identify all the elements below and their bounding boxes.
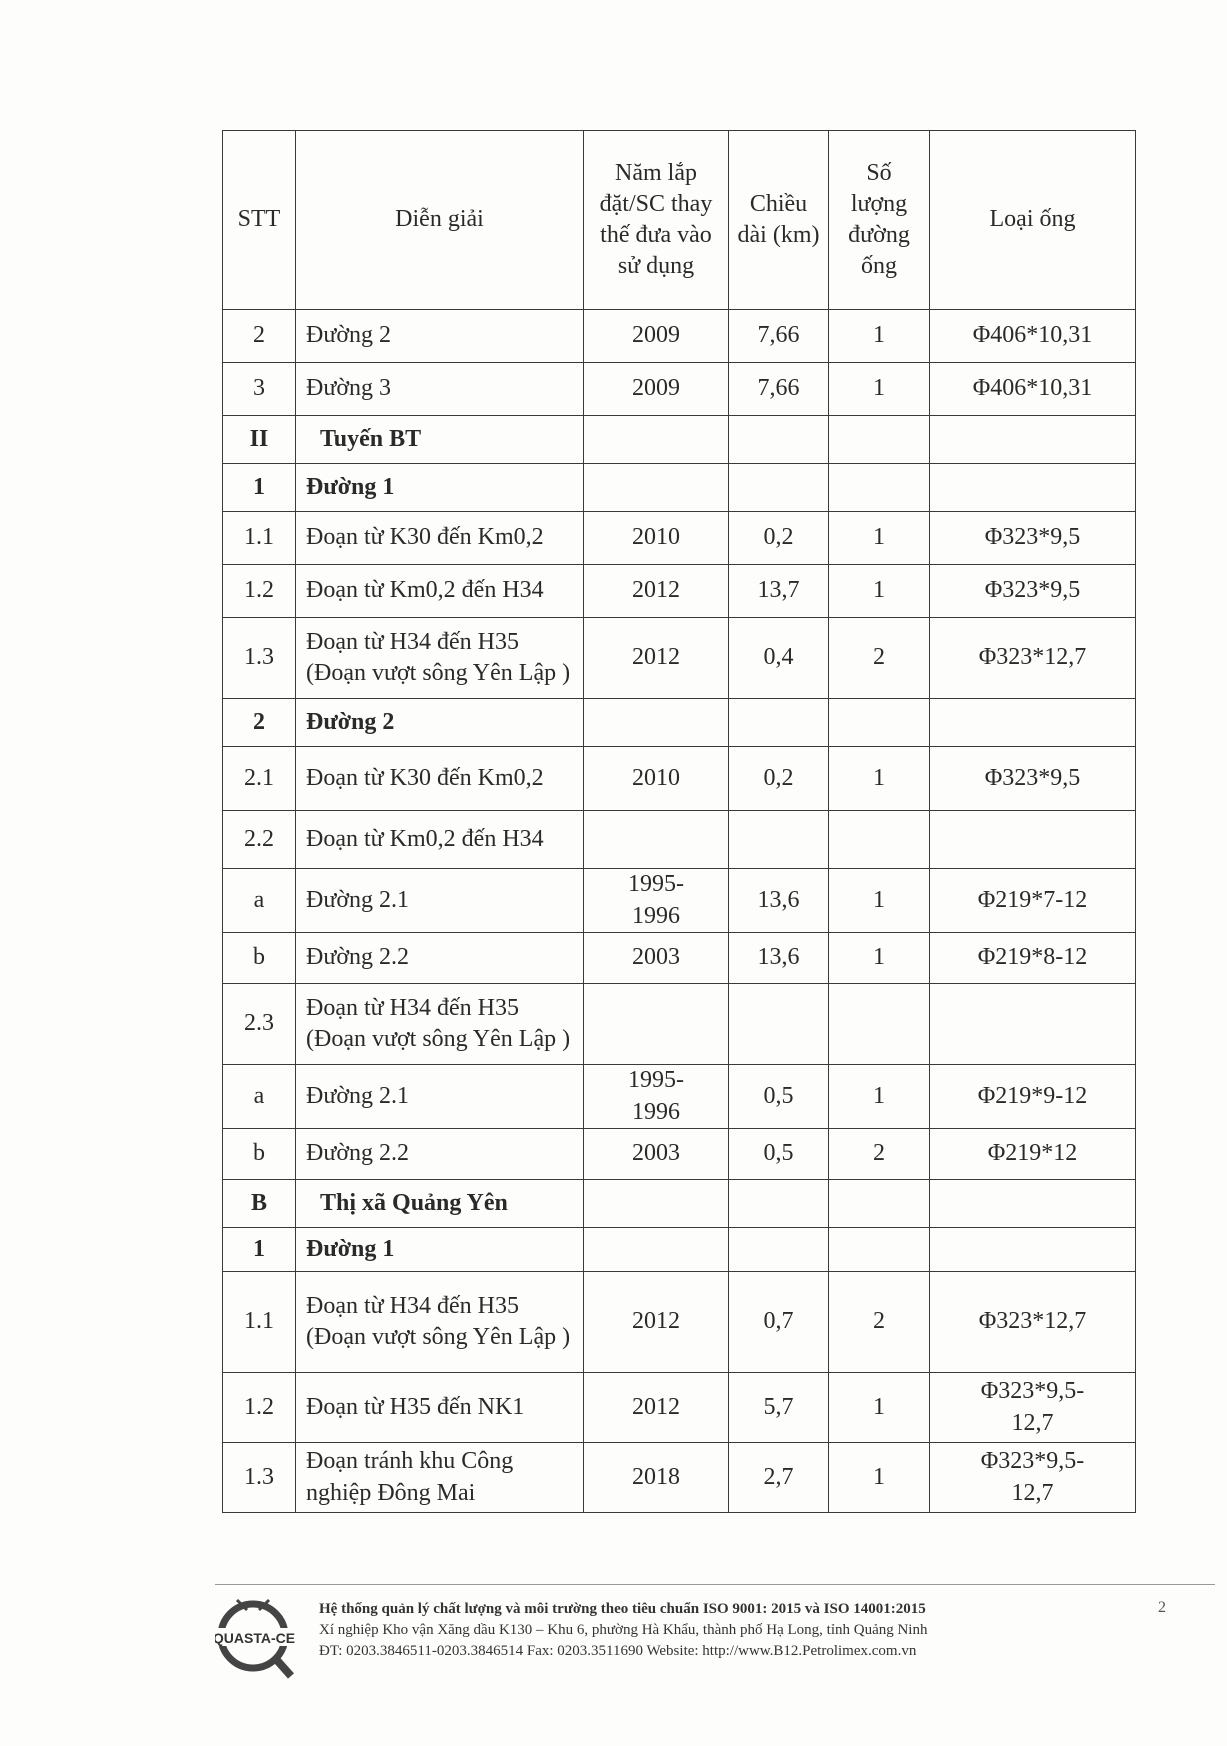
- cell-length: 2,7: [729, 1443, 829, 1513]
- footer-text: [319, 1599, 927, 1662]
- quasta-logo: [215, 1592, 295, 1680]
- cell-year: 2012: [584, 1272, 729, 1373]
- cell-pipe-type: Φ406*10,31: [930, 310, 1136, 363]
- pipeline-table: [222, 130, 1136, 1513]
- cell-year: 2012: [584, 618, 729, 699]
- footer-iso-line: Hệ thống quản lý chất lượng và môi trường theo tiêu chuẩn ISO 9001: 2015 và ISO 14001:2015: [319, 1601, 926, 1617]
- cell-length: 0,4: [729, 618, 829, 699]
- cell-description: Thị xã Quảng Yên: [296, 1180, 584, 1228]
- cell-length: 7,66: [729, 310, 829, 363]
- cell-pipe-type: [930, 1180, 1136, 1228]
- cell-pipe-type: [930, 984, 1136, 1065]
- cell-length: 13,6: [729, 933, 829, 984]
- cell-stt: 1.3: [223, 1443, 296, 1513]
- table-row: [223, 310, 1136, 363]
- cell-pipe-type: [930, 699, 1136, 747]
- cell-count: 1: [829, 310, 930, 363]
- header-pipe-type: Loại ống: [930, 131, 1136, 310]
- cell-year: 2009: [584, 310, 729, 363]
- cell-stt: 1: [223, 464, 296, 512]
- cell-description: Đoạn từ H35 đến NK1: [296, 1373, 584, 1443]
- cell-count: [829, 1180, 930, 1228]
- cell-description: Đoạn từ Km0,2 đến H34: [296, 565, 584, 618]
- table-row: [223, 1065, 1136, 1129]
- cell-stt: 1.1: [223, 512, 296, 565]
- cell-year: 1995-1996: [584, 869, 729, 933]
- cell-year: 2003: [584, 1129, 729, 1180]
- table-row: [223, 869, 1136, 933]
- cell-length: 0,2: [729, 512, 829, 565]
- cell-count: [829, 464, 930, 512]
- cell-pipe-type: Φ323*9,5: [930, 747, 1136, 811]
- table-row: [223, 363, 1136, 416]
- cell-description: Đường 2: [296, 699, 584, 747]
- cell-pipe-type: Φ219*8-12: [930, 933, 1136, 984]
- cell-description: Đường 1: [296, 1228, 584, 1272]
- cell-stt: b: [223, 933, 296, 984]
- cell-length: 13,7: [729, 565, 829, 618]
- cell-year: [584, 416, 729, 464]
- table-row: [223, 747, 1136, 811]
- table-body: [223, 310, 1136, 1513]
- cell-pipe-type: [930, 416, 1136, 464]
- cell-pipe-type: [930, 811, 1136, 869]
- cell-count: 1: [829, 512, 930, 565]
- cell-year: [584, 464, 729, 512]
- cell-description: Đường 2.1: [296, 869, 584, 933]
- page-footer: [215, 1584, 1215, 1694]
- cell-count: 1: [829, 869, 930, 933]
- cell-length: 0,7: [729, 1272, 829, 1373]
- cell-count: 1: [829, 1065, 930, 1129]
- table-row: [223, 464, 1136, 512]
- cell-year: [584, 811, 729, 869]
- table-row: [223, 1272, 1136, 1373]
- cell-length: 13,6: [729, 869, 829, 933]
- cell-description: Đoạn từ K30 đến Km0,2: [296, 512, 584, 565]
- cell-count: [829, 416, 930, 464]
- cell-length: 0,2: [729, 747, 829, 811]
- cell-count: 2: [829, 618, 930, 699]
- cell-stt: 2.1: [223, 747, 296, 811]
- cell-pipe-type: Φ219*7-12: [930, 869, 1136, 933]
- table-row: [223, 811, 1136, 869]
- cell-year: 1995-1996: [584, 1065, 729, 1129]
- cell-pipe-type: Φ323*9,5: [930, 512, 1136, 565]
- table-row: [223, 1129, 1136, 1180]
- header-year: Năm lắp đặt/SC thay thế đưa vào sử dụng: [584, 131, 729, 310]
- cell-length: 0,5: [729, 1065, 829, 1129]
- table-row: [223, 1373, 1136, 1443]
- cell-pipe-type: Φ323*12,7: [930, 1272, 1136, 1373]
- cell-pipe-type: Φ219*12: [930, 1129, 1136, 1180]
- cell-description: Đoạn từ H34 đến H35 (Đoạn vượt sông Yên Lập ): [296, 1272, 584, 1373]
- cell-count: 1: [829, 747, 930, 811]
- cell-count: 1: [829, 1373, 930, 1443]
- cell-year: 2003: [584, 933, 729, 984]
- cell-pipe-type: Φ323*9,5: [930, 565, 1136, 618]
- cell-stt: 1.2: [223, 1373, 296, 1443]
- cell-stt: 1.3: [223, 618, 296, 699]
- cell-length: 5,7: [729, 1373, 829, 1443]
- footer-address-line: Xí nghiệp Kho vận Xăng dầu K130 – Khu 6, phường Hà Khẩu, thành phố Hạ Long, tỉnh Quảng Ninh: [319, 1622, 928, 1638]
- cell-stt: b: [223, 1129, 296, 1180]
- table-row: [223, 1180, 1136, 1228]
- cell-stt: 1.2: [223, 565, 296, 618]
- cell-count: [829, 811, 930, 869]
- cell-length: [729, 416, 829, 464]
- cell-count: 1: [829, 1443, 930, 1513]
- cell-stt: 1.1: [223, 1272, 296, 1373]
- table-row: [223, 1228, 1136, 1272]
- table-row: [223, 416, 1136, 464]
- cell-year: 2009: [584, 363, 729, 416]
- cell-stt: B: [223, 1180, 296, 1228]
- cell-count: 1: [829, 565, 930, 618]
- footer-contact-line: ĐT: 0203.3846511-0203.3846514 Fax: 0203.3511690 Website: http://www.B12.Petrolimex.com.vn: [319, 1643, 917, 1659]
- cell-description: Đoạn từ Km0,2 đến H34: [296, 811, 584, 869]
- cell-year: 2012: [584, 1373, 729, 1443]
- cell-description: Tuyến BT: [296, 416, 584, 464]
- cell-count: [829, 1228, 930, 1272]
- header-description: Diễn giải: [296, 131, 584, 310]
- cell-count: 2: [829, 1272, 930, 1373]
- cell-description: Đoạn tránh khu Công nghiệp Đông Mai: [296, 1443, 584, 1513]
- table-row: [223, 933, 1136, 984]
- cell-stt: 3: [223, 363, 296, 416]
- header-stt: STT: [223, 131, 296, 310]
- cell-description: Đường 2.2: [296, 1129, 584, 1180]
- cell-pipe-type: Φ323*9,5-12,7: [930, 1373, 1136, 1443]
- page-number: 2: [1158, 1599, 1166, 1616]
- cell-year: [584, 984, 729, 1065]
- table-header-row: [223, 131, 1136, 310]
- cell-description: Đường 2.1: [296, 1065, 584, 1129]
- table-row: [223, 618, 1136, 699]
- cell-description: Đường 1: [296, 464, 584, 512]
- cell-year: 2010: [584, 747, 729, 811]
- cell-stt: a: [223, 1065, 296, 1129]
- cell-year: 2012: [584, 565, 729, 618]
- cell-length: [729, 984, 829, 1065]
- footer-divider: [215, 1584, 1215, 1585]
- header-length: Chiều dài (km): [729, 131, 829, 310]
- cell-length: 7,66: [729, 363, 829, 416]
- cell-pipe-type: [930, 464, 1136, 512]
- cell-description: Đoạn từ K30 đến Km0,2: [296, 747, 584, 811]
- svg-text:QUASTA-CE: QUASTA-CE: [215, 1630, 295, 1646]
- cell-length: 0,5: [729, 1129, 829, 1180]
- cell-stt: 2.2: [223, 811, 296, 869]
- cell-description: Đường 2: [296, 310, 584, 363]
- header-count: Số lượng đường ống: [829, 131, 930, 310]
- cell-stt: a: [223, 869, 296, 933]
- cell-count: [829, 984, 930, 1065]
- cell-year: [584, 699, 729, 747]
- cell-count: 1: [829, 933, 930, 984]
- cell-description: Đoạn từ H34 đến H35 (Đoạn vượt sông Yên Lập ): [296, 618, 584, 699]
- cell-year: [584, 1228, 729, 1272]
- table-row: [223, 512, 1136, 565]
- cell-length: [729, 1180, 829, 1228]
- cell-description: Đường 2.2: [296, 933, 584, 984]
- cell-pipe-type: [930, 1228, 1136, 1272]
- cell-year: [584, 1180, 729, 1228]
- cell-stt: 2.3: [223, 984, 296, 1065]
- cell-year: 2018: [584, 1443, 729, 1513]
- cell-count: 1: [829, 363, 930, 416]
- cell-pipe-type: Φ323*9,5-12,7: [930, 1443, 1136, 1513]
- cell-stt: II: [223, 416, 296, 464]
- cell-length: [729, 464, 829, 512]
- cell-count: [829, 699, 930, 747]
- table-row: [223, 1443, 1136, 1513]
- table-row: [223, 699, 1136, 747]
- table-row: [223, 984, 1136, 1065]
- cell-year: 2010: [584, 512, 729, 565]
- table-row: [223, 565, 1136, 618]
- cell-length: [729, 811, 829, 869]
- cell-stt: 2: [223, 310, 296, 363]
- cell-stt: 1: [223, 1228, 296, 1272]
- cell-description: Đường 3: [296, 363, 584, 416]
- cell-length: [729, 699, 829, 747]
- cell-length: [729, 1228, 829, 1272]
- cell-description: Đoạn từ H34 đến H35 (Đoạn vượt sông Yên Lập ): [296, 984, 584, 1065]
- cell-pipe-type: Φ219*9-12: [930, 1065, 1136, 1129]
- cell-stt: 2: [223, 699, 296, 747]
- cell-count: 2: [829, 1129, 930, 1180]
- cell-pipe-type: Φ406*10,31: [930, 363, 1136, 416]
- cell-pipe-type: Φ323*12,7: [930, 618, 1136, 699]
